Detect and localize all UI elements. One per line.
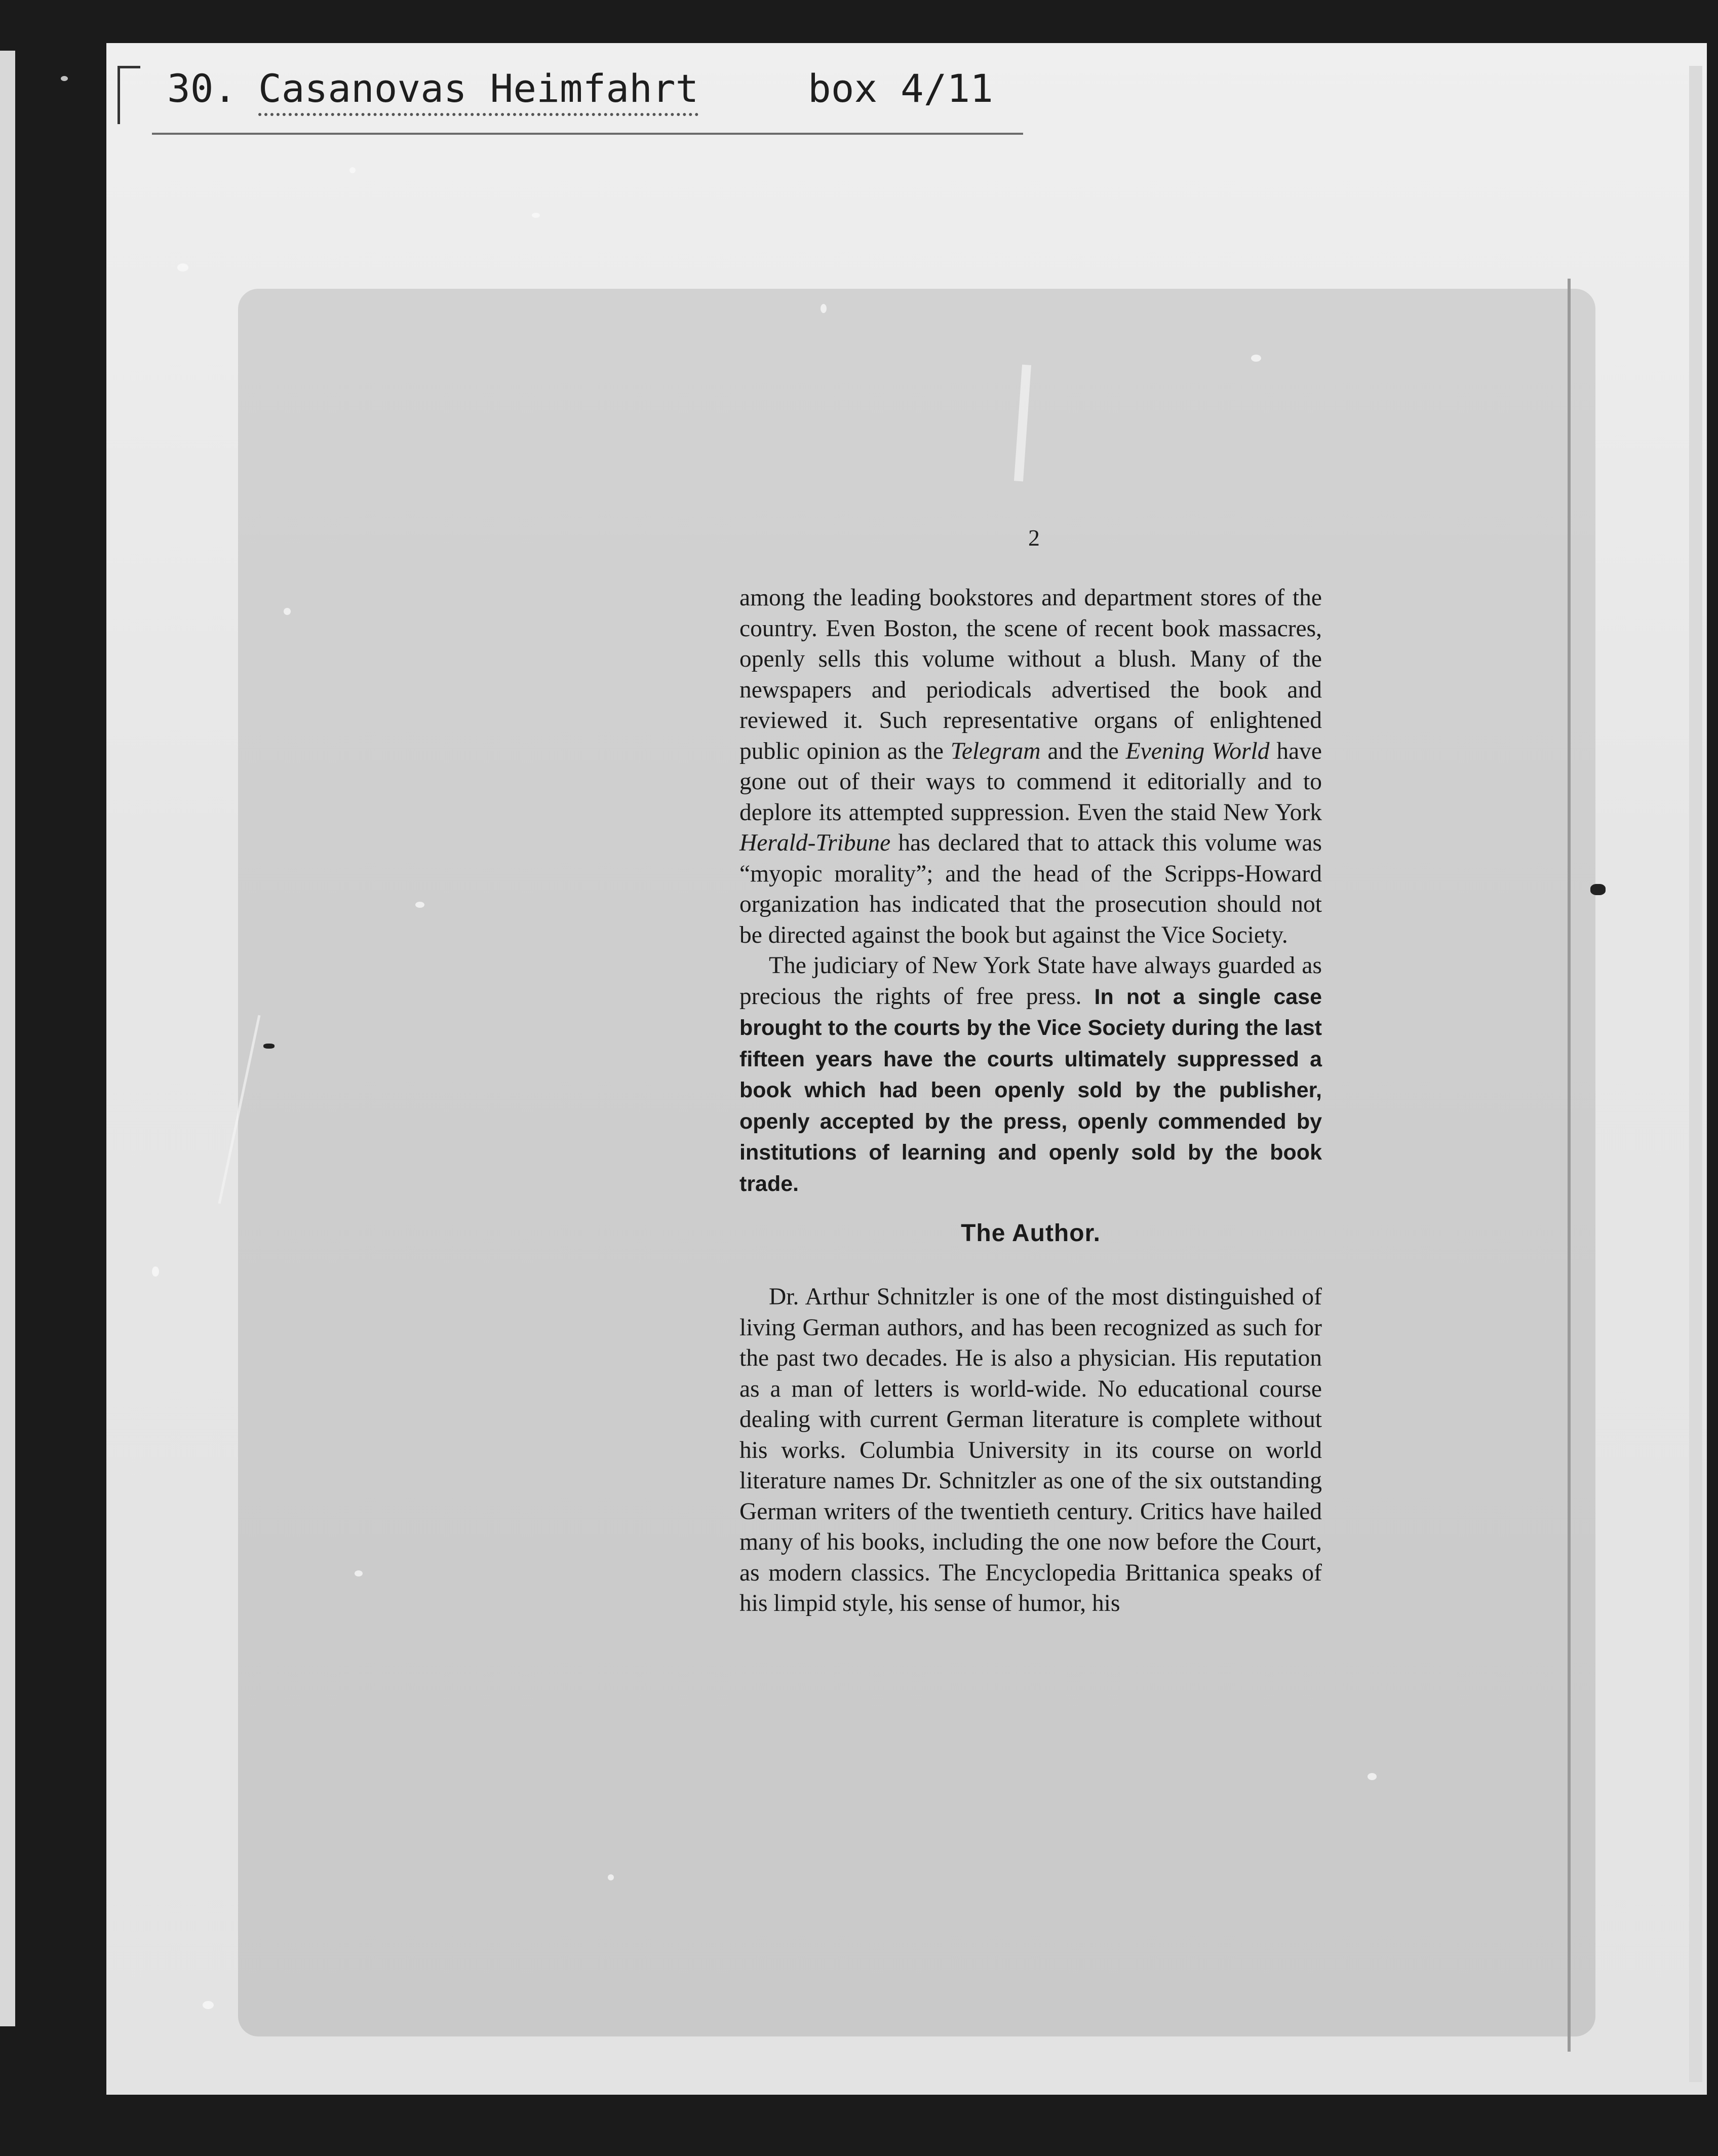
dust-speck xyxy=(349,167,356,173)
newspaper-name: Evening World xyxy=(1125,738,1270,764)
box-label: box 4/11 xyxy=(808,66,994,111)
film-mark xyxy=(263,1044,275,1049)
item-number: 30. xyxy=(167,66,237,111)
dust-speck xyxy=(821,304,827,313)
dust-speck xyxy=(284,608,291,615)
dust-speck xyxy=(355,1570,363,1576)
section-heading: The Author. xyxy=(961,1220,1101,1247)
newspaper-name: Telegram xyxy=(950,738,1041,764)
dust-speck xyxy=(1368,1773,1377,1780)
dust-speck xyxy=(415,902,424,908)
dust-speck xyxy=(608,1874,614,1880)
paragraph-author: Dr. Arthur Schnitzler is one of the most distinguished of living German authors, and has been recognized as such for the past two decades. He is also a physician. His reputation as a man of letters is world-wide. No educational course dealing with current German literature is complete without his works. Columbia University in its course on world literature names Dr. Schnitzler as one of the six outstanding German writers of the twentieth century. Critics have hailed many of his books, including the one now before the Court, as modern classics. The Encyclopedia Brittanica speaks of his limpid style, his sense of humor, his xyxy=(739,1284,1322,1616)
page-right-edge xyxy=(1568,279,1571,2052)
dust-speck xyxy=(203,2001,214,2009)
dust-speck xyxy=(152,1266,159,1277)
corner-bracket xyxy=(118,66,140,124)
adjacent-frame-edge xyxy=(0,51,15,2026)
dust-speck xyxy=(61,76,68,81)
dust-speck xyxy=(177,263,188,272)
film-mark xyxy=(1590,884,1606,895)
header-rule xyxy=(152,133,1023,135)
paragraph-reception: among the leading bookstores and department stores of the country. Even Boston, the scene of recent book massacres, openly sells this volume without a blush. Many of the newspapers and periodicals advertised the book and reviewed it. Such representative organs of enlightened public opinion as the Telegram and the Evening World have gone out of their ways to commend it editorially and to deplore its attempted suppression. Even the staid New York Herald-Tribune has declared that to attack this volume was “myopic morality”; and the head of the Scripps-Howard organization has indicated that the prosecution should not be directed against the book but against the Vice Society. xyxy=(739,585,1322,948)
body-text xyxy=(739,583,1322,1619)
paragraph-judiciary: The judiciary of New York State have always guarded as precious the rights of free press. In not a single case brought to the courts by the Vice Society during the last fifteen years have the courts ultimately suppressed a book which had been openly sold by the publisher, openly accepted by the press, openly commended by institutions of learning and openly sold by the book trade. xyxy=(739,952,1322,1196)
dust-speck xyxy=(1251,355,1261,362)
newspaper-name: Herald-Tribune xyxy=(739,830,891,856)
dust-speck xyxy=(532,213,540,218)
folder-right-edge xyxy=(1689,66,1702,2082)
emphasized-statement: In not a single case brought to the courts by the Vice Society during the last fifteen years have the courts ultimately suppressed a book which had been openly sold by the publisher, openly accepted by the press, openly commended by institutions of learning and openly sold by the book trade. xyxy=(739,984,1322,1196)
item-title: Casanovas Heimfahrt xyxy=(258,66,698,116)
page-number: 2 xyxy=(1028,525,1040,551)
